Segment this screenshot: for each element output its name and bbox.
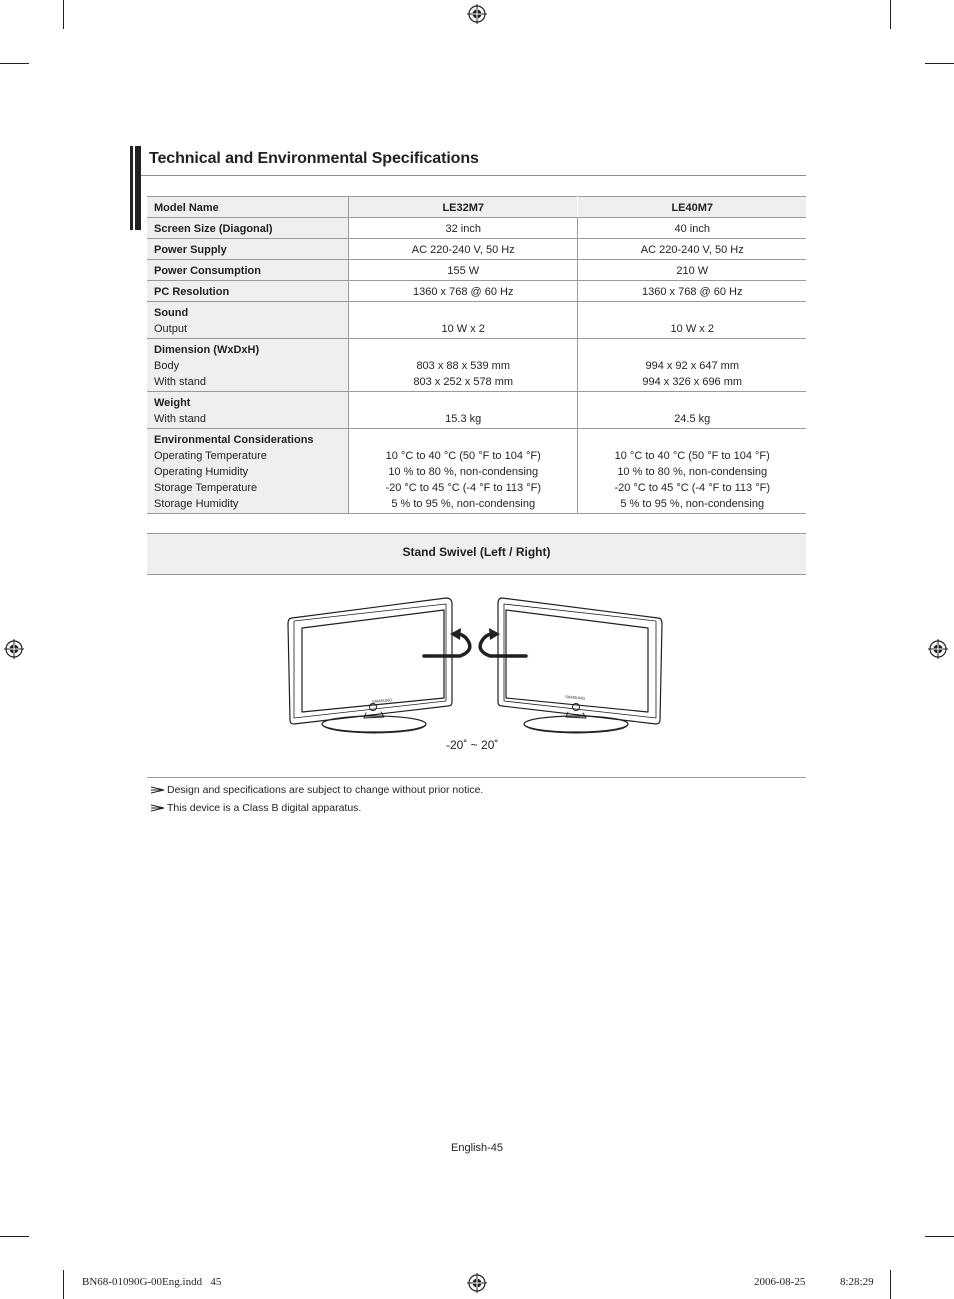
registration-mark-icon: [467, 4, 487, 24]
row-heading: Sound: [154, 307, 189, 319]
value-line: 155 W: [447, 265, 480, 277]
row-sublabel: Storage Humidity: [154, 498, 239, 510]
note-text: Design and specifications are subject to change without prior notice.: [167, 784, 484, 796]
swivel-title: Stand Swivel (Left / Right): [402, 545, 551, 559]
note-item: [150, 784, 483, 796]
footer-date: 2006-08-25: [754, 1276, 806, 1288]
value-line: 32 inch: [445, 223, 481, 235]
crop-mark: [0, 63, 29, 64]
value-line: 10 °C to 40 °C (50 °F to 104 °F): [614, 450, 770, 462]
row-heading: Weight: [154, 397, 191, 409]
row-label: [147, 281, 348, 302]
table-header-row: [147, 197, 806, 218]
value-line: 1360 x 768 @ 60 Hz: [413, 286, 514, 298]
tv-right: [498, 598, 662, 733]
row-label: [147, 260, 348, 281]
tv-brand-mark: SAMSUNG: [564, 694, 586, 701]
row-heading: Screen Size (Diagonal): [154, 223, 273, 235]
row-value: [578, 260, 806, 281]
row-value: [578, 218, 806, 239]
row-label: [147, 392, 348, 429]
value-line: AC 220-240 V, 50 Hz: [640, 244, 744, 256]
note-arrow-icon: [150, 786, 165, 794]
page-title: Technical and Environmental Specifications: [149, 150, 479, 167]
row-sublabel: Output: [154, 323, 188, 335]
header-label: Model Name: [147, 197, 348, 218]
row-heading: Power Supply: [154, 244, 227, 256]
note-arrow-icon: [150, 804, 165, 812]
row-value: [578, 281, 806, 302]
footer-time: 8:28:29: [840, 1276, 874, 1288]
row-label: [147, 218, 348, 239]
registration-mark-icon: [4, 639, 24, 659]
table-row: [147, 392, 806, 429]
footer-file: BN68-01090G-00Eng.indd 45: [82, 1276, 222, 1288]
value-line: -20 °C to 45 °C (-4 °F to 113 °F): [385, 482, 541, 494]
row-sublabel: Operating Humidity: [154, 466, 249, 478]
row-sublabel: With stand: [154, 413, 206, 425]
row-value: [348, 239, 577, 260]
value-line: -20 °C to 45 °C (-4 °F to 113 °F): [614, 482, 771, 494]
value-line: 210 W: [676, 265, 709, 277]
row-heading: PC Resolution: [154, 286, 230, 298]
row-sublabel: With stand: [154, 376, 206, 388]
row-sublabel: Operating Temperature: [154, 450, 267, 462]
value-line: 10 W x 2: [441, 323, 485, 335]
title-rule: [141, 175, 806, 176]
value-line: 10 % to 80 %, non-condensing: [388, 466, 539, 478]
row-sublabel: Body: [154, 360, 180, 372]
swivel-section: [147, 533, 806, 575]
row-value: [348, 302, 577, 339]
row-label: [147, 429, 348, 514]
row-heading: Dimension (WxDxH): [154, 344, 260, 356]
tv-brand-mark: SAMSUNG: [371, 697, 393, 704]
value-line: 1360 x 768 @ 60 Hz: [642, 286, 743, 298]
crop-mark: [0, 1236, 29, 1237]
row-label: [147, 339, 348, 392]
page-number: English-45: [451, 1142, 503, 1154]
value-line: 10 W x 2: [670, 323, 714, 335]
notes-rule: [147, 777, 806, 778]
table-row: [147, 281, 806, 302]
table-row: [147, 239, 806, 260]
row-value: [348, 260, 577, 281]
row-value: [348, 218, 577, 239]
row-value: [348, 392, 577, 429]
table-row: [147, 429, 806, 514]
tv-left: [288, 598, 452, 733]
note-item: [150, 802, 361, 814]
swivel-illustration: [280, 590, 670, 738]
note-text: This device is a Class B digital apparatus.: [167, 802, 362, 814]
crop-mark: [925, 1236, 954, 1237]
table-row: [147, 302, 806, 339]
swivel-angle-label: -20˚ ~ 20˚: [446, 738, 499, 752]
row-sublabel: Storage Temperature: [154, 482, 258, 494]
header-model: LE32M7: [348, 197, 577, 218]
crop-mark: [63, 0, 64, 29]
crop-mark: [890, 0, 891, 29]
registration-mark-icon: [928, 639, 948, 659]
crop-mark: [925, 63, 954, 64]
table-row: [147, 339, 806, 392]
value-line: 803 x 88 x 539 mm: [416, 360, 510, 372]
crop-mark: [63, 1270, 64, 1299]
value-line: AC 220-240 V, 50 Hz: [411, 244, 515, 256]
header-model: LE40M7: [578, 197, 806, 218]
spec-table: [147, 196, 806, 514]
value-line: 24.5 kg: [674, 413, 711, 425]
value-line: 5 % to 95 %, non-condensing: [391, 498, 536, 510]
registration-mark-icon: [467, 1273, 487, 1293]
row-value: [348, 339, 577, 392]
row-value: [578, 392, 806, 429]
title-side-bar: [130, 146, 133, 230]
title-side-bar: [135, 146, 141, 230]
value-line: 15.3 kg: [445, 413, 482, 425]
row-label: [147, 302, 348, 339]
row-value: [348, 429, 577, 514]
value-line: 803 x 252 x 578 mm: [413, 376, 514, 388]
row-value: [348, 281, 577, 302]
row-heading: Environmental Considerations: [154, 434, 314, 446]
swivel-arrow-icon: [424, 634, 526, 656]
crop-mark: [890, 1270, 891, 1299]
row-heading: Power Consumption: [154, 265, 261, 277]
row-value: [578, 239, 806, 260]
value-line: 40 inch: [674, 223, 710, 235]
row-label: [147, 239, 348, 260]
row-value: [578, 302, 806, 339]
row-value: [578, 429, 806, 514]
row-value: [578, 339, 806, 392]
value-line: 10 % to 80 %, non-condensing: [617, 466, 768, 478]
value-line: 10 °C to 40 °C (50 °F to 104 °F): [385, 450, 541, 462]
table-row: [147, 260, 806, 281]
table-row: [147, 218, 806, 239]
value-line: 994 x 326 x 696 mm: [642, 376, 743, 388]
value-line: 994 x 92 x 647 mm: [645, 360, 740, 372]
value-line: 5 % to 95 %, non-condensing: [620, 498, 765, 510]
